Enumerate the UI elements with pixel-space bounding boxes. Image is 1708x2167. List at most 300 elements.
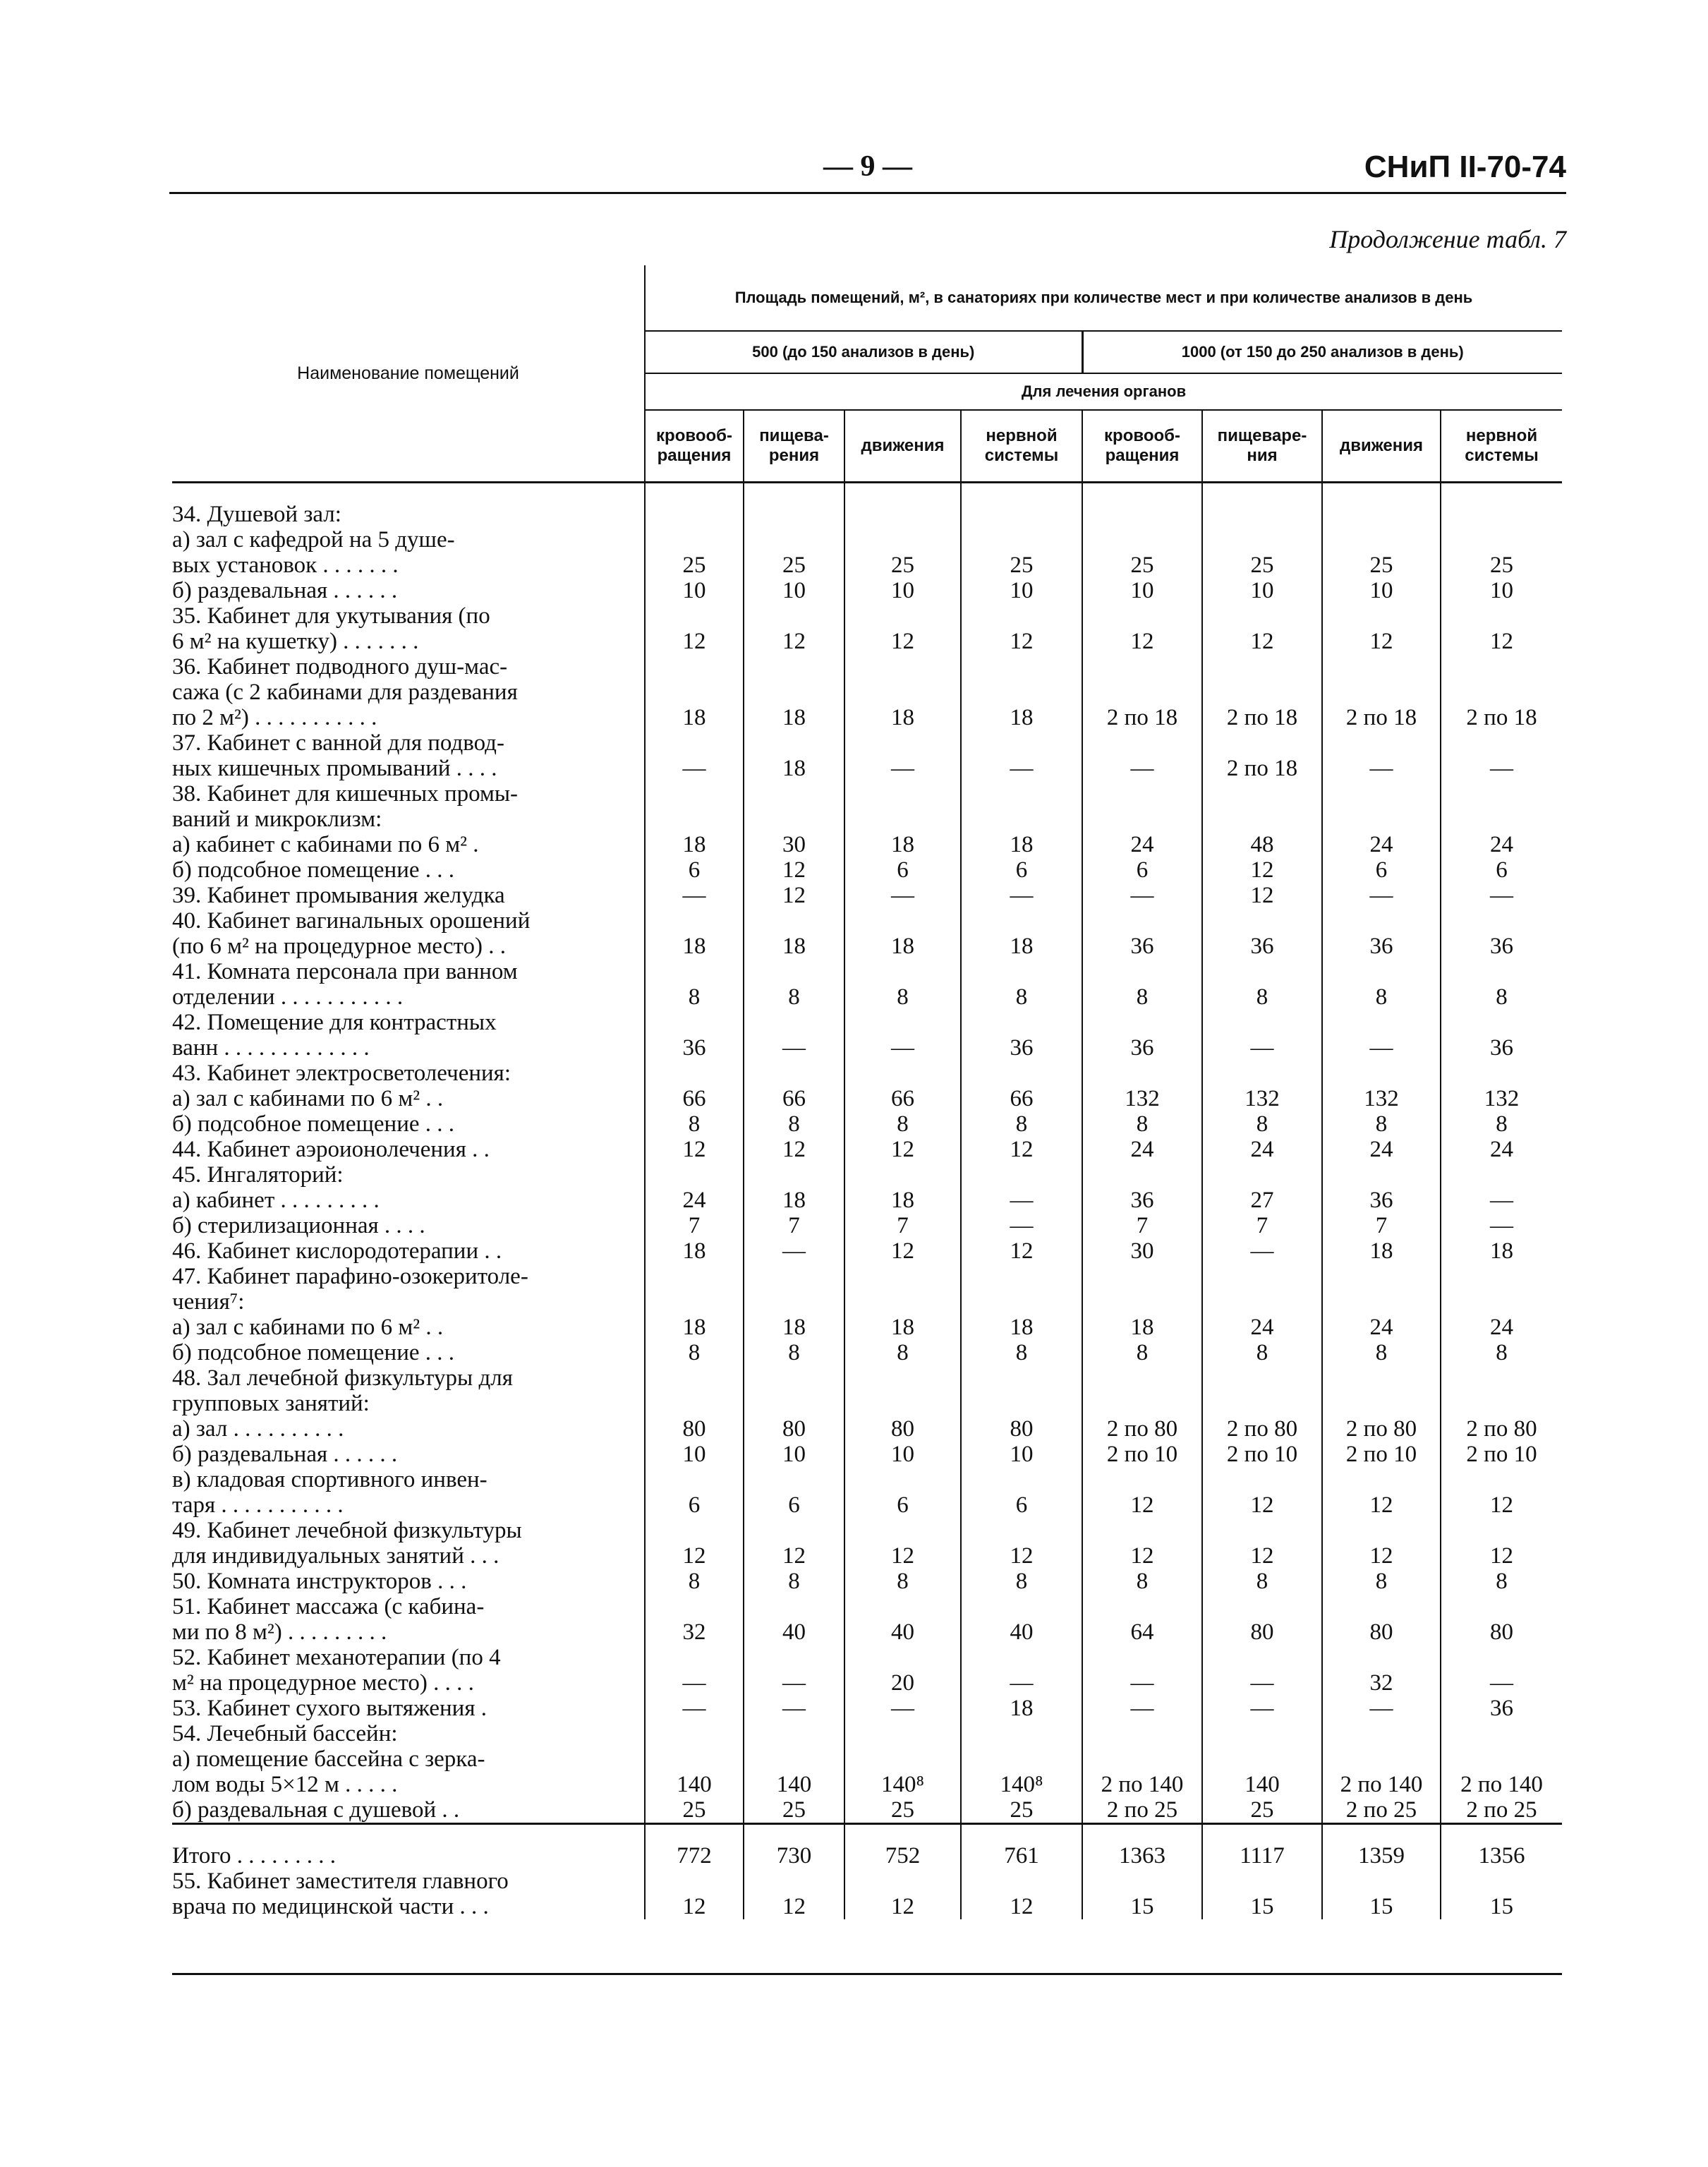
row-label: а) зал с кабинами по 6 м² . .: [172, 1086, 444, 1111]
table-cell: —: [1130, 883, 1154, 908]
table-cell: [744, 1645, 844, 1670]
row-label: б) стерилизационная . . . .: [172, 1213, 425, 1238]
table-cell: 18: [1130, 1315, 1154, 1340]
table-cell: [962, 1869, 1082, 1894]
table-cell: [1203, 1061, 1321, 1086]
row-label: ми по 8 м²) . . . . . . . . .: [172, 1619, 387, 1645]
table-cell: 8: [1015, 1340, 1028, 1365]
table-cell: 12: [1010, 1543, 1034, 1569]
row-label: 52. Кабинет механотерапии (по 4: [172, 1645, 501, 1670]
table-cell: 8: [1375, 984, 1388, 1010]
row-label: а) зал . . . . . . . . . .: [172, 1416, 344, 1442]
table-cell: 25: [1250, 553, 1274, 578]
table-cell: —: [1250, 1238, 1274, 1264]
table-cell: [1083, 1594, 1201, 1619]
table-cell: [1441, 1746, 1562, 1772]
table-cell: [845, 603, 960, 629]
table-cell: 2 по 80: [1106, 1416, 1178, 1442]
table-cell: 12: [1250, 1492, 1274, 1518]
column-header: движения: [1322, 410, 1441, 483]
table-cell: 80: [1010, 1416, 1034, 1442]
table-cell: —: [782, 1696, 806, 1721]
table-cell: [1323, 654, 1440, 680]
table-cell: 15: [1250, 1894, 1274, 1919]
capacity-500-header: 500 (до 150 анализов в день): [645, 331, 1082, 373]
table-cell: 8: [1496, 1340, 1508, 1365]
table-cell: 140⁸: [880, 1772, 924, 1797]
table-cell: [1083, 1010, 1201, 1035]
table-cell: 8: [1256, 984, 1268, 1010]
table-cell: 8: [788, 1111, 800, 1137]
table-cell: [1323, 1518, 1440, 1543]
row-label: лом воды 5×12 м . . . . .: [172, 1772, 398, 1797]
table-cell: —: [1250, 1670, 1274, 1696]
column-header: кровооб-ращения: [1082, 410, 1202, 483]
table-cell: [845, 807, 960, 832]
values-column: [744, 1824, 844, 1869]
table-cell: [646, 1467, 743, 1492]
table-cell: 12: [782, 883, 806, 908]
table-cell: 2 по 140: [1101, 1772, 1184, 1797]
table-cell: [1203, 807, 1321, 832]
table-cell: [962, 1061, 1082, 1086]
table-cell: 8: [897, 1340, 909, 1365]
row-label: б) подсобное помещение . . .: [172, 1111, 455, 1137]
table-cell: [962, 1645, 1082, 1670]
table-cell: [962, 730, 1082, 756]
table-cell: [1203, 1010, 1321, 1035]
table-cell: 7: [688, 1213, 701, 1238]
values-column: [645, 483, 744, 1824]
table-cell: [1441, 781, 1562, 807]
table-cell: [1441, 1391, 1562, 1416]
table-cell: 132: [1364, 1086, 1399, 1111]
table-cell: [845, 1869, 960, 1894]
table-cell: 25: [782, 1797, 806, 1823]
table-cell: 2 по 80: [1466, 1416, 1537, 1442]
values-column: [1322, 483, 1441, 1824]
values-column: [645, 1869, 744, 1919]
row-label: групповых занятий:: [172, 1391, 370, 1416]
table-cell: [1203, 1365, 1321, 1391]
table-cell: [1083, 959, 1201, 984]
table-cell: 12: [682, 1543, 706, 1569]
column-header: нервной системы: [961, 410, 1082, 483]
table-cell: [1323, 807, 1440, 832]
row-label: 41. Комната персонала при ванном: [172, 959, 518, 984]
values-column: [1082, 1869, 1202, 1919]
table-cell: [1083, 1518, 1201, 1543]
values-column: [1082, 483, 1202, 1824]
table-cell: [646, 1264, 743, 1289]
table-cell: [744, 603, 844, 629]
table-cell: —: [891, 756, 914, 781]
table-cell: —: [1369, 883, 1393, 908]
table-cell: —: [1010, 1670, 1034, 1696]
table-cell: 80: [1490, 1619, 1513, 1645]
table-cell: [845, 502, 960, 527]
table-cell: 36: [1369, 1188, 1393, 1213]
values-column: [961, 483, 1082, 1824]
table-cell: 6: [788, 1492, 800, 1518]
table-cell: [1441, 1518, 1562, 1543]
table-cell: [1203, 959, 1321, 984]
table-cell: [646, 1010, 743, 1035]
table-cell: 132: [1484, 1086, 1520, 1111]
table-cell: [1441, 1264, 1562, 1289]
values-column: [1202, 1824, 1322, 1869]
table-cell: 2 по 18: [1226, 756, 1298, 781]
table-cell: 20: [891, 1670, 914, 1696]
table-cell: —: [1010, 1213, 1034, 1238]
table-cell: 36: [1490, 1035, 1513, 1061]
table-cell: —: [1130, 756, 1154, 781]
table-cell: [744, 807, 844, 832]
table-cell: 32: [1369, 1670, 1393, 1696]
table-cell: [646, 807, 743, 832]
table-cell: [962, 603, 1082, 629]
table-cell: [646, 1391, 743, 1416]
table-cell: —: [782, 1035, 806, 1061]
table-cell: 10: [1490, 578, 1513, 603]
table-cell: [1441, 730, 1562, 756]
table-cell: 12: [1490, 1543, 1513, 1569]
table-cell: [1323, 1746, 1440, 1772]
table-cell: [962, 959, 1082, 984]
table-cell: [1083, 603, 1201, 629]
table-cell: [1323, 730, 1440, 756]
table-cell: 18: [891, 934, 914, 959]
table-cell: [1083, 1289, 1201, 1315]
table-cell: [1323, 1721, 1440, 1746]
row-label: ванн . . . . . . . . . . . . .: [172, 1035, 370, 1061]
table-cell: 6: [1015, 1492, 1028, 1518]
table-cell: —: [682, 756, 706, 781]
table-cell: 2 по 18: [1466, 705, 1537, 730]
table-cell: 66: [1010, 1086, 1034, 1111]
table-cell: 7: [1375, 1213, 1388, 1238]
table-cell: 132: [1244, 1086, 1280, 1111]
table-cell: 2 по 80: [1226, 1416, 1298, 1442]
table-cell: [845, 1061, 960, 1086]
table-cell: 12: [1490, 1492, 1513, 1518]
table-cell: [646, 680, 743, 705]
table-cell: [1323, 1162, 1440, 1188]
table-cell: 8: [688, 1569, 701, 1594]
table-cell: 6: [1496, 857, 1508, 883]
area-header: Площадь помещений, м², в санаториях при количестве мест и при количестве анализов в день: [645, 265, 1562, 331]
table-cell: [845, 1289, 960, 1315]
table-cell: 18: [682, 1315, 706, 1340]
table-cell: [646, 959, 743, 984]
table-cell: 2 по 25: [1106, 1797, 1178, 1823]
column-header: нервной системы: [1441, 410, 1562, 483]
table-cell: —: [682, 883, 706, 908]
table-cell: 36: [1369, 934, 1393, 959]
table-cell: [646, 908, 743, 934]
table-cell: 24: [1130, 1137, 1154, 1162]
table-cell: [1441, 527, 1562, 553]
table-cell: [1083, 654, 1201, 680]
table-cell: [1083, 908, 1201, 934]
table-cell: 10: [891, 578, 914, 603]
table-cell: 8: [1015, 984, 1028, 1010]
table-cell: [744, 502, 844, 527]
table-cell: 10: [1010, 1442, 1034, 1467]
table-cell: [1323, 603, 1440, 629]
table-cell: 10: [1130, 578, 1154, 603]
table-cell: —: [782, 1670, 806, 1696]
table-cell: [1083, 1264, 1201, 1289]
table-cell: 12: [782, 1137, 806, 1162]
table-cell: 18: [891, 1315, 914, 1340]
table-cell: 140: [776, 1772, 812, 1797]
page-number: — 9 —: [823, 150, 912, 183]
table-cell: 36: [1010, 1035, 1034, 1061]
table-cell: [646, 527, 743, 553]
table-cell: 18: [1010, 1315, 1034, 1340]
table-cell: 18: [1010, 705, 1034, 730]
table-cell: [1441, 654, 1562, 680]
table-cell: —: [1250, 1035, 1274, 1061]
table-cell: 12: [782, 629, 806, 654]
table-cell: —: [1369, 756, 1393, 781]
table-cell: [845, 1518, 960, 1543]
table-cell: 8: [897, 1569, 909, 1594]
table-cell: [962, 908, 1082, 934]
table-cell: [744, 959, 844, 984]
table-cell: [1323, 1594, 1440, 1619]
table-cell: [1083, 502, 1201, 527]
table-cell: [962, 781, 1082, 807]
row-label: 55. Кабинет заместителя главного: [172, 1869, 509, 1894]
row-label: 50. Комната инструкторов . . .: [172, 1569, 467, 1594]
table-cell: [962, 502, 1082, 527]
table-cell: 8: [1256, 1111, 1268, 1137]
table-cell: 8: [1015, 1569, 1028, 1594]
row-label: б) подсобное помещение . . .: [172, 857, 455, 883]
table-cell: 15: [1490, 1894, 1513, 1919]
row-label: б) раздевальная . . . . . .: [172, 1442, 398, 1467]
table-cell: [1323, 1289, 1440, 1315]
table-cell: [845, 781, 960, 807]
table-cell: [845, 680, 960, 705]
table-cell: [845, 1264, 960, 1289]
table-cell: 66: [891, 1086, 914, 1111]
table-cell: 12: [1010, 1238, 1034, 1264]
table-cell: [962, 1721, 1082, 1746]
table-cell: —: [1010, 883, 1034, 908]
table-cell: [1441, 1365, 1562, 1391]
table-cell: 8: [1136, 984, 1149, 1010]
table-cell: 25: [1369, 553, 1393, 578]
table-cell: [1203, 603, 1321, 629]
table-cell: 36: [1130, 934, 1154, 959]
table-cell: [1441, 959, 1562, 984]
table-cell: 25: [682, 553, 706, 578]
row-label: б) подсобное помещение . . .: [172, 1340, 455, 1365]
table-cell: [1203, 781, 1321, 807]
table-cell: 18: [782, 1188, 806, 1213]
table-cell: 12: [1010, 1894, 1034, 1919]
treatment-header: Для лечения органов: [645, 373, 1562, 410]
table-cell: 36: [682, 1035, 706, 1061]
table-cell: 12: [891, 1894, 914, 1919]
table-cell: [1083, 1061, 1201, 1086]
table-cell: —: [1490, 756, 1513, 781]
table-cell: [1441, 1645, 1562, 1670]
table-cell: 1363: [1119, 1843, 1165, 1869]
table-cell: 18: [1010, 1696, 1034, 1721]
table-cell: [1441, 1061, 1562, 1086]
table-cell: 18: [1369, 1238, 1393, 1264]
table-cell: [1083, 1467, 1201, 1492]
table-cell: 772: [677, 1843, 712, 1869]
table-cell: 2 по 18: [1226, 705, 1298, 730]
row-label: для индивидуальных занятий . . .: [172, 1543, 499, 1569]
row-label: а) зал с кафедрой на 5 душе-: [172, 527, 455, 553]
table-cell: [962, 1264, 1082, 1289]
table-cell: 2 по 140: [1340, 1772, 1423, 1797]
table-cell: 18: [782, 705, 806, 730]
values-column: [961, 1869, 1082, 1919]
table-cell: [646, 1289, 743, 1315]
table-cell: [845, 1645, 960, 1670]
table-cell: [1083, 1162, 1201, 1188]
table-cell: 27: [1250, 1188, 1274, 1213]
table-cell: —: [1010, 756, 1034, 781]
table-cell: [1441, 502, 1562, 527]
table-cell: —: [1010, 1188, 1034, 1213]
table-cell: 18: [682, 832, 706, 857]
table-cell: 2 по 80: [1345, 1416, 1417, 1442]
row-label: 36. Кабинет подводного душ-мас-: [172, 654, 508, 680]
table-cell: 12: [891, 1543, 914, 1569]
total-row: [172, 1824, 645, 1869]
table-cell: [1203, 1518, 1321, 1543]
table-cell: [744, 1061, 844, 1086]
table-cell: 2 по 18: [1106, 705, 1178, 730]
table-cell: 12: [891, 1238, 914, 1264]
table-cell: 12: [1369, 1492, 1393, 1518]
table-cell: 18: [891, 1188, 914, 1213]
table-cell: 30: [1130, 1238, 1154, 1264]
table-bottom-rule: [172, 1973, 1562, 1975]
table-cell: [646, 1869, 743, 1894]
table-cell: [962, 1746, 1082, 1772]
table-cell: 8: [788, 1569, 800, 1594]
table-cell: 6: [897, 1492, 909, 1518]
table-cell: 25: [1490, 553, 1513, 578]
table-cell: [1323, 781, 1440, 807]
table-cell: 10: [1369, 578, 1393, 603]
table-cell: [845, 654, 960, 680]
values-column: [744, 1869, 844, 1919]
table-cell: [1323, 959, 1440, 984]
column-header: пищева-рения: [744, 410, 844, 483]
table-cell: [1441, 807, 1562, 832]
table-cell: [1083, 1869, 1201, 1894]
table-cell: [1203, 1594, 1321, 1619]
row-label: 6 м² на кушетку) . . . . . . .: [172, 629, 419, 654]
table-cell: 12: [682, 629, 706, 654]
table-cell: [1323, 1391, 1440, 1416]
table-cell: [646, 781, 743, 807]
table-cell: 36: [1130, 1188, 1154, 1213]
table-cell: 8: [788, 984, 800, 1010]
values-column: [961, 1824, 1082, 1869]
table-cell: 132: [1125, 1086, 1160, 1111]
table-cell: 12: [1010, 629, 1034, 654]
row-label: ваний и микроклизм:: [172, 807, 382, 832]
table-cell: 18: [1010, 832, 1034, 857]
table-cell: 25: [1010, 553, 1034, 578]
table-cell: 2 по 10: [1345, 1442, 1417, 1467]
row-label: 51. Кабинет массажа (с кабина-: [172, 1594, 485, 1619]
row-label: а) кабинет с кабинами по 6 м² .: [172, 832, 479, 857]
row-label: б) раздевальная с душевой . .: [172, 1797, 460, 1823]
row-label: 39. Кабинет промывания желудка: [172, 883, 505, 908]
table-cell: [962, 1289, 1082, 1315]
table-cell: [1203, 1264, 1321, 1289]
table-cell: 8: [688, 1111, 701, 1137]
table-cell: 80: [1250, 1619, 1274, 1645]
room-names-column: [172, 1869, 645, 1919]
row-label: врача по медицинской части . . .: [172, 1894, 489, 1919]
table-cell: —: [1369, 1696, 1393, 1721]
table-cell: [646, 1594, 743, 1619]
table-cell: [1083, 730, 1201, 756]
table-cell: [744, 1010, 844, 1035]
table-cell: 24: [1250, 1315, 1274, 1340]
row-label: 45. Ингаляторий:: [172, 1162, 344, 1188]
column-header: пищеваре-ния: [1202, 410, 1322, 483]
table-cell: 8: [688, 984, 701, 1010]
values-column: [645, 1824, 744, 1869]
table-cell: [646, 603, 743, 629]
values-column: [1441, 483, 1562, 1824]
table-cell: 12: [1250, 629, 1274, 654]
values-column: [1441, 1824, 1562, 1869]
table-cell: 25: [891, 1797, 914, 1823]
values-column: [1202, 483, 1322, 1824]
table-cell: —: [1490, 1213, 1513, 1238]
values-column: [844, 1869, 961, 1919]
table-cell: 8: [1375, 1340, 1388, 1365]
table-cell: [744, 1746, 844, 1772]
table-cell: 8: [1256, 1340, 1268, 1365]
table-cell: 8: [1136, 1111, 1149, 1137]
table-cell: 18: [1490, 1238, 1513, 1264]
table-cell: [646, 1061, 743, 1086]
table-cell: [962, 1365, 1082, 1391]
table-cell: [962, 1594, 1082, 1619]
table-cell: 40: [891, 1619, 914, 1645]
table-cell: [1441, 1869, 1562, 1894]
table-cell: [1323, 680, 1440, 705]
values-column: [1322, 1824, 1441, 1869]
table-cell: 8: [897, 984, 909, 1010]
table-cell: [1323, 502, 1440, 527]
row-label: 47. Кабинет парафино-озокеритоле-: [172, 1264, 528, 1289]
table-cell: [1203, 1289, 1321, 1315]
table-cell: 24: [1369, 1137, 1393, 1162]
table-cell: 24: [1250, 1137, 1274, 1162]
table-cell: 8: [1136, 1340, 1149, 1365]
table-cell: 10: [782, 578, 806, 603]
table-cell: 12: [1010, 1137, 1034, 1162]
table-cell: 36: [1490, 934, 1513, 959]
